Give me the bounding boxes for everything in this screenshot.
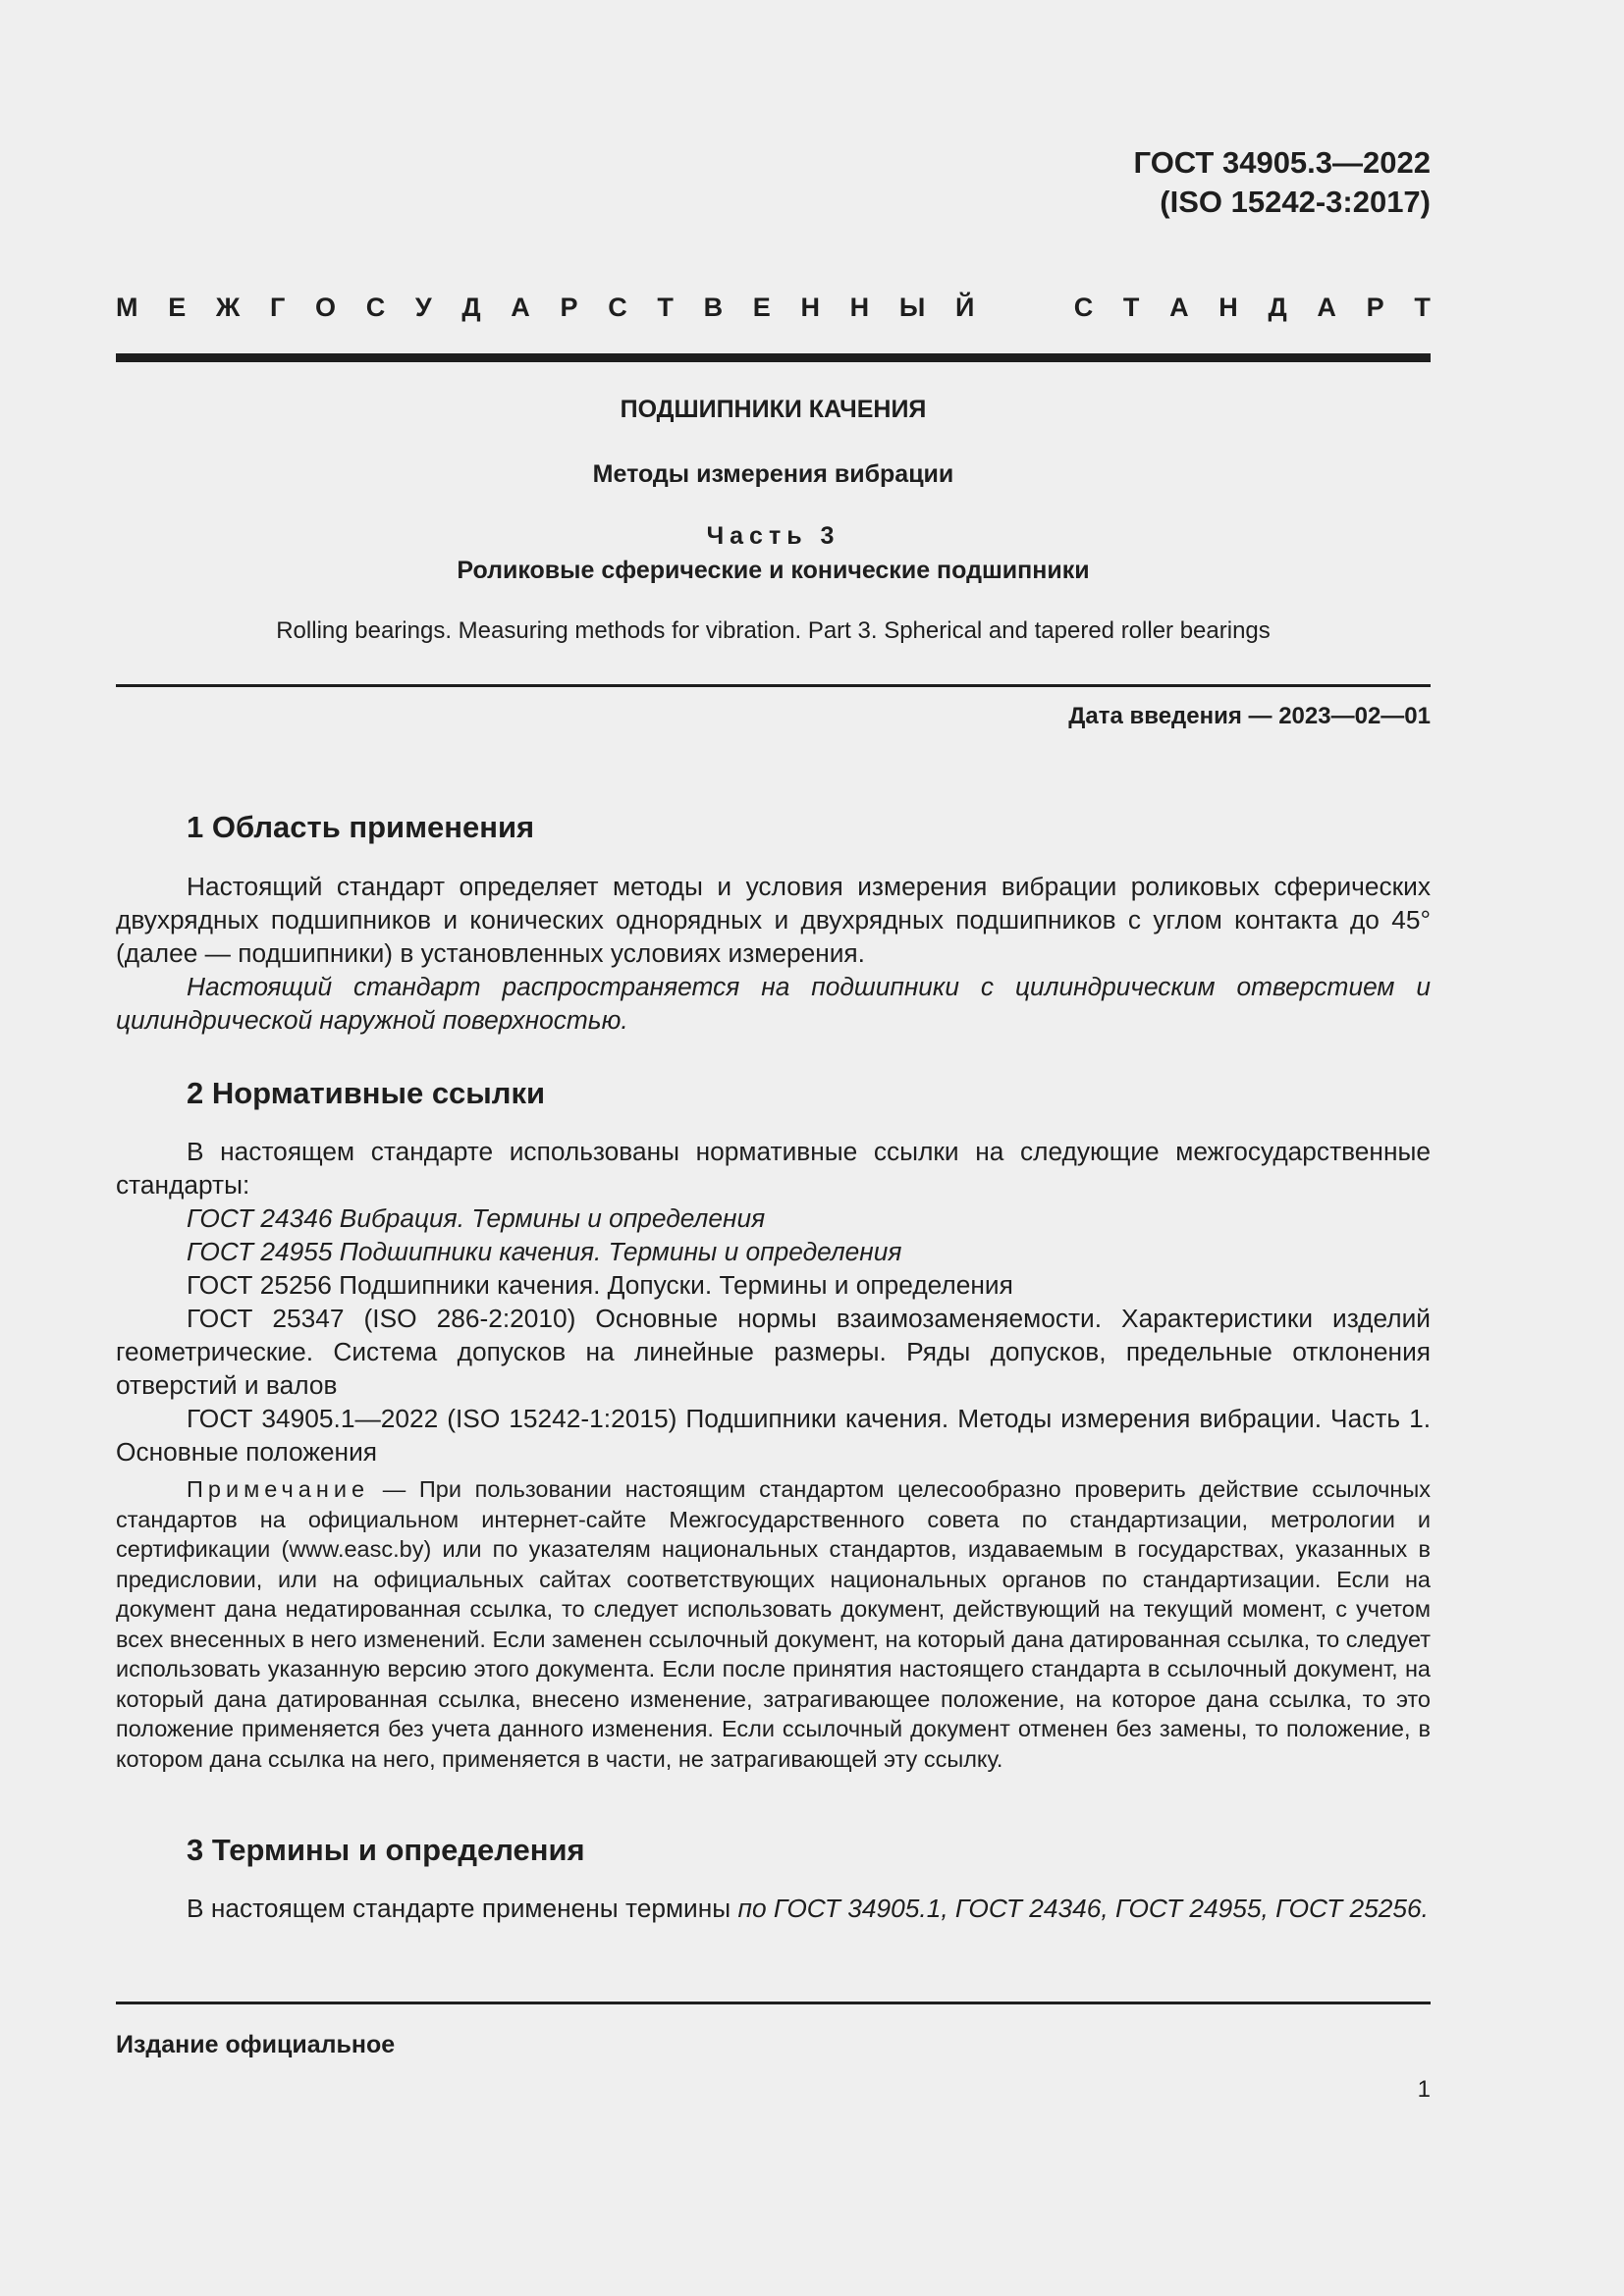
banner-letter: В <box>703 293 724 322</box>
reference-item: ГОСТ 34905.1—2022 (ISO 15242-1:2015) Подшипники качения. Методы измерения вибрации. Часть 1. Основные положения <box>116 1404 1431 1467</box>
section-1-heading: 1 Область применения <box>187 810 535 844</box>
banner-letter: Т <box>1414 293 1431 322</box>
reference-item: ГОСТ 25256 Подшипники качения. Допуски. Термины и определения <box>187 1270 1013 1300</box>
gost-number: ГОСТ 34905.3—2022 <box>1133 145 1431 180</box>
section-2-body <box>116 1135 1431 1468</box>
banner-letter: Т <box>1122 293 1140 322</box>
section-2-heading: 2 Нормативные ссылки <box>187 1076 546 1110</box>
section-3-body <box>116 1892 1431 1925</box>
banner-letter: Е <box>168 293 187 322</box>
banner-letter: У <box>414 293 432 322</box>
banner-letter: Н <box>800 293 820 322</box>
page-number: 1 <box>1417 2076 1431 2103</box>
title-rule <box>116 684 1431 687</box>
reference-item: ГОСТ 25347 (ISO 286-2:2010) Основные нормы взаимозаменяемости. Характеристики изделий геометрические. Система допусков на линейные размеры. Ряды допусков, предельные отклонения отверстий и валов <box>116 1304 1431 1400</box>
document-subtitle: Методы измерения вибрации <box>592 460 954 488</box>
introduction-date: Дата введения — 2023—02—01 <box>1068 703 1431 729</box>
banner-letter: А <box>1317 293 1336 322</box>
official-edition-label: Издание официальное <box>116 2031 396 2058</box>
footer-rule <box>116 2002 1431 2004</box>
note-text: — При пользовании настоящим стандартом целесообразно проверить действие ссылочных стандартов на официальном интернет-сайте Межгосударственного совета по стандартизации, метрологии и сертификации (www.easc.by) или по указателям национальных стандартов, издаваемым в государствах, указанных в предисловии, или на официальных сайтах соответствующих национальных органов по стандартизации. Если на документ дана недатированная ссылка, то следует использовать документ, действующий на текущий момент, с учетом всех внесенных в него изменений. Если заменен ссылочный документ, на который дана датированная ссылка, то следует использовать указанную версию этого документа. Если после принятия настоящего стандарта в ссылочный документ, на который дана датированная ссылка, внесено изменение, затрагивающее положение, на которое дана ссылка, то это положение применяется без учета данного изменения. Если ссылочный документ отменен без замены, то положение, в котором дана ссылка на него, применяется в части, не затрагивающей эту ссылку. <box>116 1476 1432 1772</box>
banner-letter: С <box>608 293 627 322</box>
banner-letter: Ж <box>215 293 241 322</box>
banner-word-gap <box>1004 291 1044 324</box>
banner-letter: С <box>1073 293 1094 322</box>
section-1-paragraph: Настоящий стандарт определяет методы и условия измерения вибрации роликовых сферических двухрядных подшипников и конических однорядных и двухрядных подшипников с углом контакта до 45° (далее — подшипники) в установленных условиях измерения. <box>116 872 1431 968</box>
part-title: Роликовые сферические и конические подшипники <box>457 557 1090 584</box>
banner-letter: Д <box>1268 293 1287 322</box>
section-3-text: В настоящем стандарте применены термины <box>187 1894 738 1923</box>
banner-letter: Г <box>269 293 286 322</box>
note-paragraph <box>116 1474 1431 1774</box>
document-number-block <box>1134 143 1431 222</box>
banner-letter: А <box>511 293 530 322</box>
section-3-reference-list: по ГОСТ 34905.1, ГОСТ 24346, ГОСТ 24955, ГОСТ 25256. <box>737 1894 1429 1923</box>
iso-number: (ISO 15242-3:2017) <box>1160 185 1431 219</box>
note-label: Примечание <box>187 1476 370 1502</box>
banner-letter: М <box>116 293 138 322</box>
banner-letter: С <box>365 293 386 322</box>
banner-letter: Р <box>560 293 578 322</box>
banner-letter: Н <box>849 293 870 322</box>
banner-letter: Д <box>461 293 481 322</box>
document-page <box>116 0 1431 2296</box>
english-title: Rolling bearings. Measuring methods for vibration. Part 3. Spherical and tapered roller bearings <box>276 617 1271 644</box>
part-label: Часть 3 <box>706 522 840 550</box>
header-rule <box>116 353 1431 362</box>
banner-letter: А <box>1169 293 1189 322</box>
banner-letter: Ы <box>898 293 926 322</box>
banner-letter: Н <box>1218 293 1238 322</box>
interstate-standard-banner <box>116 291 1431 324</box>
section-3-paragraph <box>116 1892 1431 1925</box>
reference-item: ГОСТ 24955 Подшипники качения. Термины и определения <box>187 1237 902 1266</box>
section-1-paragraph-italic: Настоящий стандарт распространяется на подшипники с цилиндрическим отверстием и цилиндрической наружной поверхностью. <box>116 972 1431 1035</box>
section-2-note <box>116 1474 1431 1774</box>
banner-letter: Й <box>954 293 975 322</box>
banner-letter: Е <box>752 293 771 322</box>
section-1-body <box>116 870 1431 1037</box>
document-title: ПОДШИПНИКИ КАЧЕНИЯ <box>620 396 927 423</box>
banner-letter: Т <box>657 293 674 322</box>
banner-letter: О <box>314 293 336 322</box>
section-2-intro: В настоящем стандарте использованы нормативные ссылки на следующие межгосударственные стандарты: <box>116 1137 1431 1200</box>
reference-item: ГОСТ 24346 Вибрация. Термины и определения <box>187 1203 766 1233</box>
section-3-heading: 3 Термины и определения <box>187 1833 585 1867</box>
banner-letter: Р <box>1366 293 1384 322</box>
